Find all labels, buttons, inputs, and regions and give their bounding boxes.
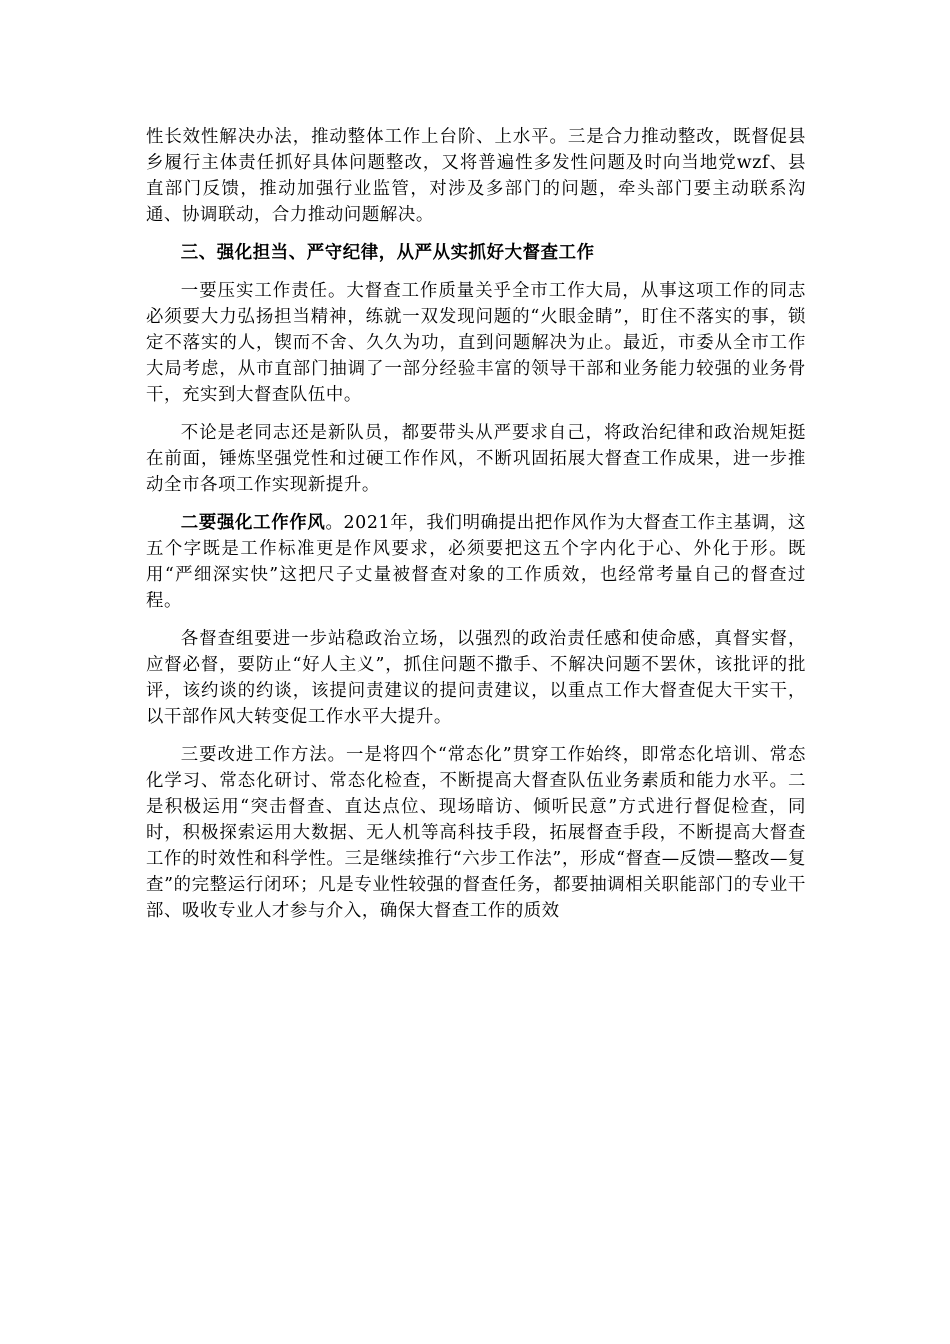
- paragraph-3: [146, 510, 806, 614]
- paragraph-5: 三要改进工作方法。一是将四个“常态化”贯穿工作始终，即常态化培训、常态化学习、常态化研讨、常态化检查，不断提高大督查队伍业务素质和能力水平。二是积极运用“突击督查、直达点位、现场暗访、倾听民意”方式进行督促检查，同时，积极探索运用大数据、无人机等高科技手段，拓展督查手段，不断提高大督查工作的时效性和科学性。三是继续推行“六步工作法”，形成“督查—反馈—整改—复查”的完整运行闭环；凡是专业性较强的督查任务，都要抽调相关职能部门的专业干部、吸收专业人才参与介入，确保大督查工作的质效: [146, 745, 806, 921]
- paragraph-2: 不论是老同志还是新队员，都要带头从严要求自己，将政治纪律和政治规矩挺在前面，锤炼坚强党性和过硬工作作风，不断巩固拓展大督查工作成果，进一步推动全市各项工作实现新提升。: [146, 423, 806, 495]
- paragraph-3-lead: 二要强化工作作风: [180, 513, 326, 533]
- paragraph-1: 一要压实工作责任。大督查工作质量关乎全市工作大局，从事这项工作的同志必须要大力弘扬担当精神，练就一双发现问题的“火眼金睛”，盯住不落实的事，锁定不落实的人，锲而不舍、久久为功，直到问题解决为止。最近，市委从全市工作大局考虑，从市直部门抽调了一部分经验丰富的领导干部和业务能力较强的业务骨干，充实到大督查队伍中。: [146, 281, 806, 405]
- section-heading: 三、强化担当、严守纪律，从严从实抓好大督查工作: [180, 243, 595, 263]
- paragraph-continuation: 性长效性解决办法，推动整体工作上台阶、上水平。三是合力推动整改，既督促县乡履行主体责任抓好具体问题整改，又将普遍性多发性问题及时向当地党wzf、县直部门反馈，推动加强行业监管，对涉及多部门的问题，牵头部门要主动联系沟通、协调联动，合力推动问题解决。: [146, 127, 806, 225]
- paragraph-3-body: 。2021年，我们明确提出把作风作为大督查工作主基调，这五个字既是工作标准更是作风要求，必须要把这五个字内化于心、外化于形。既用“严细深实快”这把尺子丈量被督查对象的工作质效，也经常考量自己的督查过程。: [146, 513, 806, 611]
- paragraph-4: 各督查组要进一步站稳政治立场，以强烈的政治责任感和使命感，真督实督，应督必督，要防止“好人主义”，抓住问题不撒手、不解决问题不罢休，该批评的批评，该约谈的约谈，该提问责建议的提问责建议，以重点工作大督查促大干实干，以干部作风大转变促工作水平大提升。: [146, 629, 806, 727]
- document-page: [146, 124, 806, 924]
